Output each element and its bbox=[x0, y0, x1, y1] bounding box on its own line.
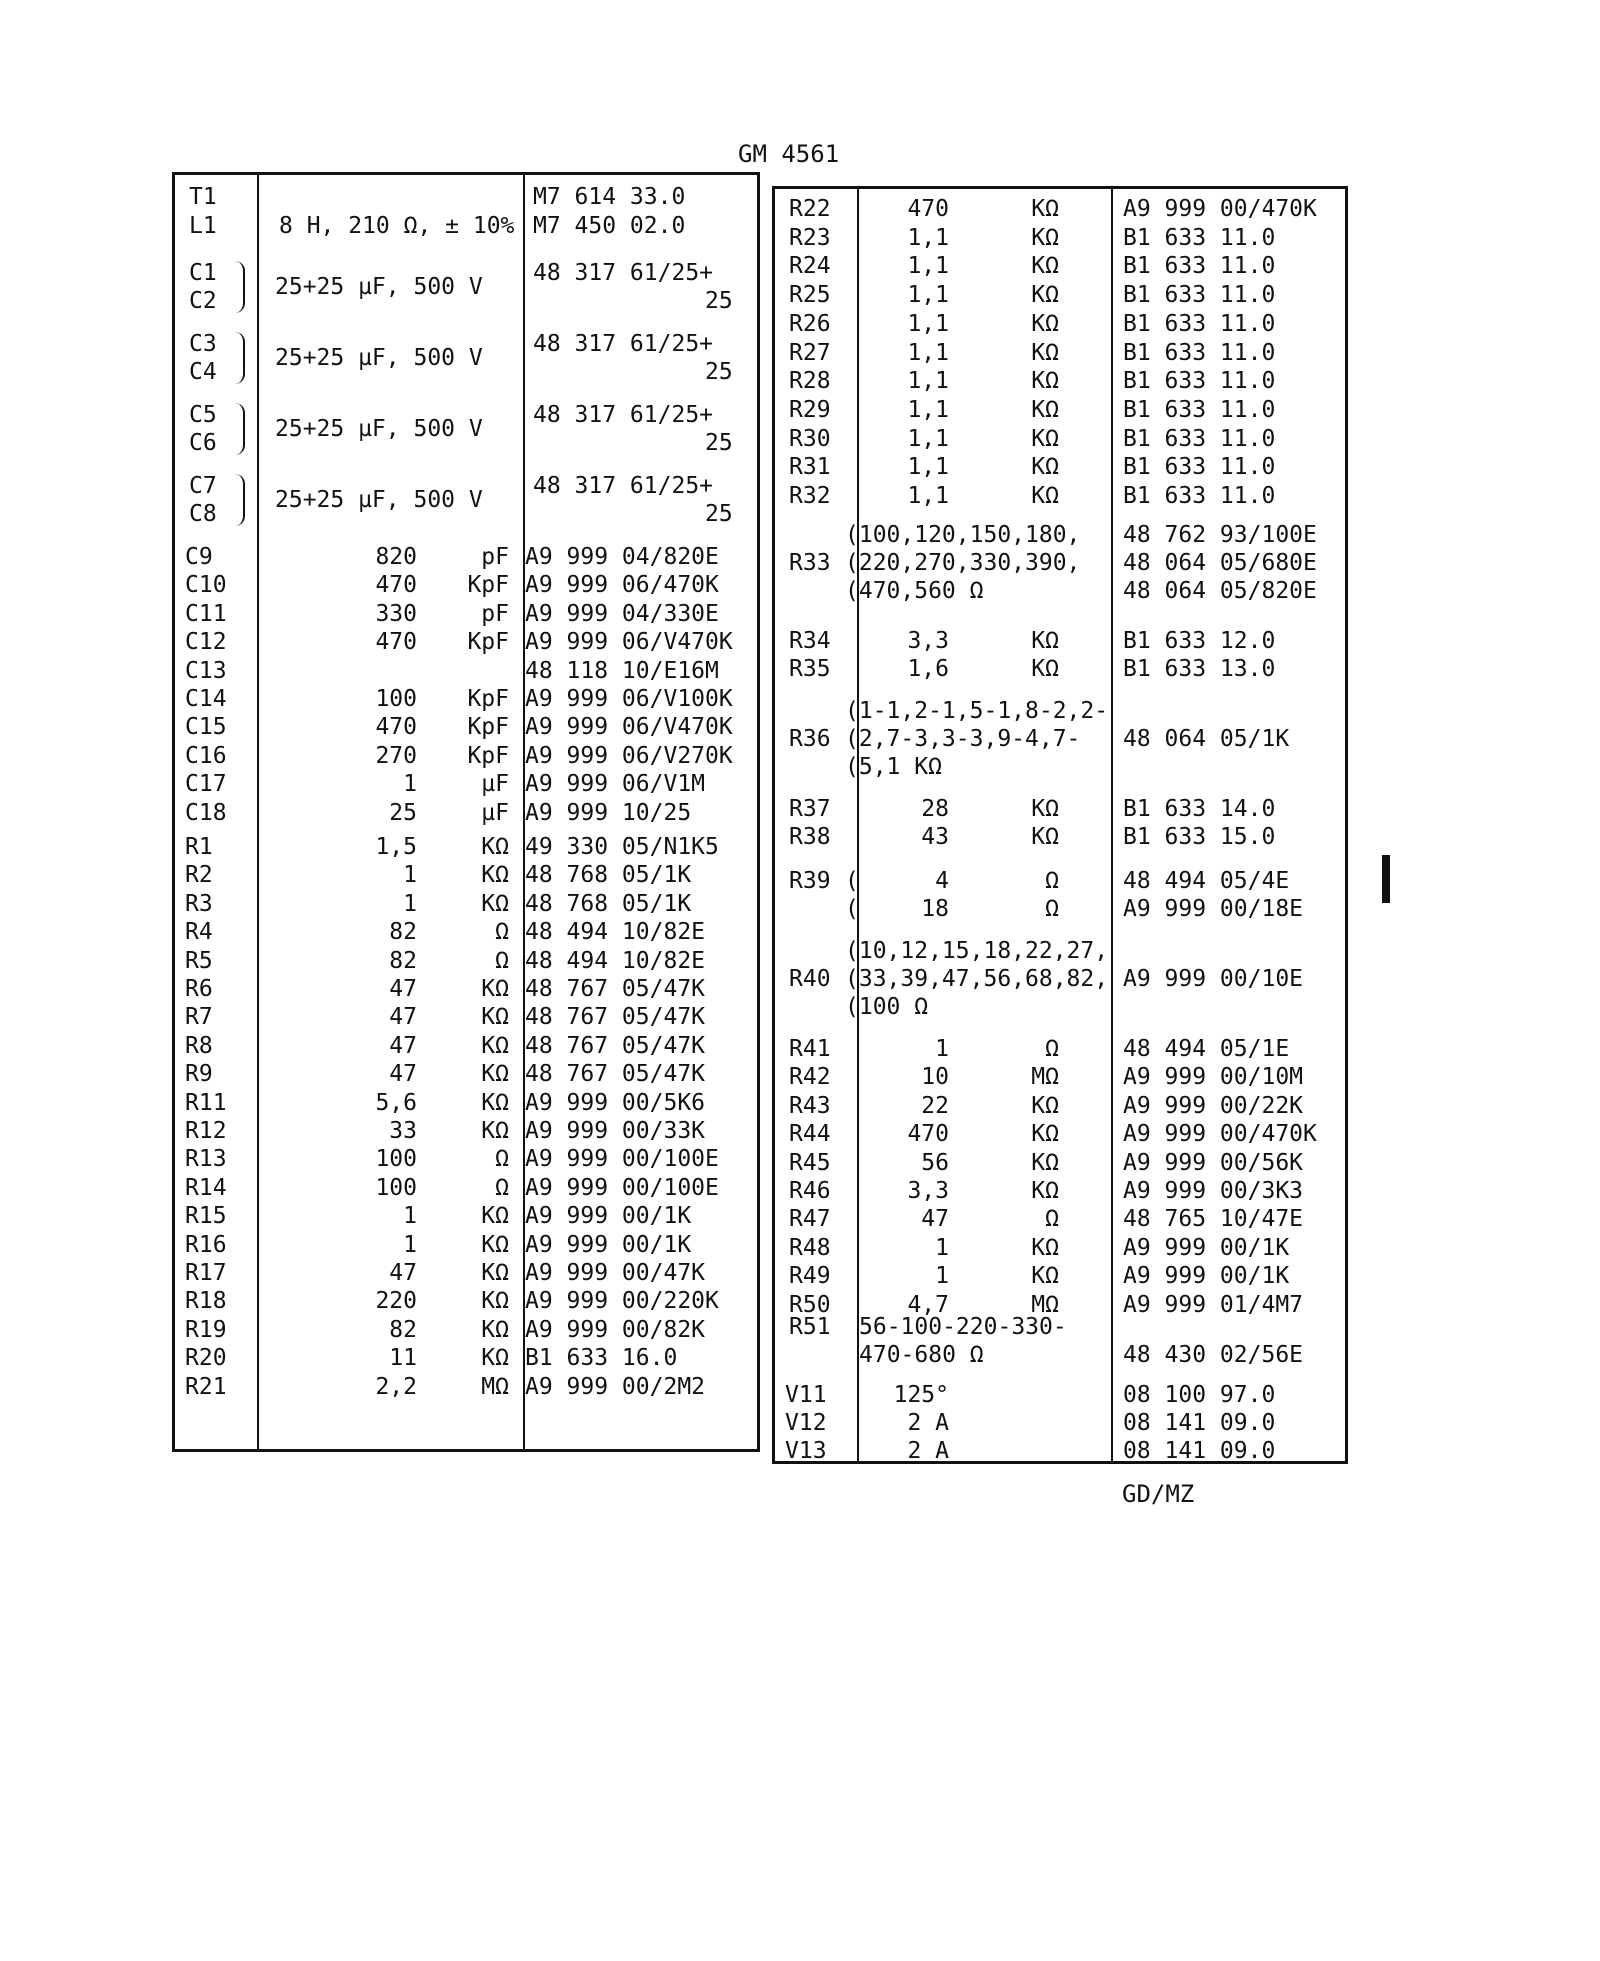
part-ref: R17 bbox=[185, 1260, 227, 1286]
part-ref: R32 bbox=[789, 483, 831, 509]
part-ref: R35 bbox=[789, 656, 831, 682]
part-ref: V13 bbox=[785, 1438, 827, 1464]
part-value: 1,5 bbox=[375, 834, 417, 860]
part-unit: Ω bbox=[1045, 868, 1059, 894]
part-code: 48 767 05/47K bbox=[525, 1032, 706, 1059]
part-unit: KΩ bbox=[1031, 339, 1059, 366]
part-ref: R24 bbox=[789, 253, 831, 280]
part-code: A9 999 00/2M2 bbox=[525, 1373, 706, 1400]
part-ref: R19 bbox=[185, 1316, 227, 1343]
part-code: B1 633 11.0 bbox=[1123, 282, 1276, 309]
part-unit: KΩ bbox=[1031, 282, 1059, 309]
part-ref: R4 bbox=[185, 919, 213, 946]
part-code: 48 064 05/680E bbox=[1123, 550, 1317, 576]
part-code: B1 633 11.0 bbox=[1123, 368, 1276, 395]
part-ref: R23 bbox=[789, 224, 831, 251]
part-value: 270 bbox=[375, 742, 417, 769]
part-code: 48 768 05/1K bbox=[525, 862, 692, 889]
part-value: 1 bbox=[403, 862, 417, 889]
part-ref: R6 bbox=[185, 976, 213, 1002]
part-value: 82 bbox=[389, 947, 417, 974]
part-unit: KΩ bbox=[481, 1004, 509, 1031]
left-parts-table bbox=[172, 172, 760, 1452]
part-value: 28 bbox=[921, 796, 949, 822]
part-ref: R45 bbox=[789, 1149, 831, 1176]
part-value: 1 bbox=[935, 1263, 949, 1290]
part-value: 56-100-220-330- bbox=[859, 1314, 1067, 1340]
part-code: A9 999 00/220K bbox=[525, 1288, 719, 1315]
part-value: 1,1 bbox=[907, 224, 949, 251]
part-ref: C6 bbox=[189, 430, 217, 456]
part-ref: C16 bbox=[185, 742, 227, 769]
part-unit: KΩ bbox=[1031, 1149, 1059, 1176]
part-value: 56 bbox=[921, 1149, 949, 1176]
part-unit: KΩ bbox=[1031, 1234, 1059, 1261]
part-code: A9 999 00/100E bbox=[525, 1146, 719, 1173]
part-unit: KΩ bbox=[1031, 824, 1059, 850]
document-footer: GD/MZ bbox=[1122, 1480, 1195, 1508]
brace-mark bbox=[235, 403, 245, 455]
part-unit: KΩ bbox=[1031, 196, 1059, 222]
part-value: 100 bbox=[375, 1174, 417, 1201]
part-ref: R16 bbox=[185, 1231, 227, 1258]
part-value: 1,1 bbox=[907, 339, 949, 366]
part-value: 47 bbox=[389, 1061, 417, 1088]
part-code: 25 bbox=[705, 288, 733, 314]
part-value: 1 bbox=[403, 1231, 417, 1258]
part-value: 125° bbox=[893, 1382, 949, 1408]
part-value: 11 bbox=[389, 1345, 417, 1372]
part-value: 8 H, 210 Ω, ± 10% bbox=[279, 213, 515, 239]
part-ref: C4 bbox=[189, 359, 217, 385]
part-ref: R34 bbox=[789, 628, 831, 654]
part-value: 1 bbox=[403, 890, 417, 917]
part-ref: T1 bbox=[189, 184, 217, 210]
right-col-divider-1 bbox=[857, 189, 859, 1461]
part-value: 3,3 bbox=[907, 628, 949, 654]
part-value: 43 bbox=[921, 824, 949, 850]
part-bracket: ( bbox=[845, 896, 859, 922]
part-value: (2,7-3,3-3,9-4,7- bbox=[845, 726, 1081, 752]
part-code: 48 064 05/1K bbox=[1123, 726, 1290, 752]
part-code: 49 330 05/N1K5 bbox=[525, 834, 719, 860]
part-value: 4 bbox=[935, 868, 949, 894]
part-value: 1 bbox=[403, 771, 417, 798]
part-unit: KΩ bbox=[1031, 454, 1059, 481]
part-value: 2,2 bbox=[375, 1373, 417, 1400]
part-unit: Ω bbox=[495, 919, 509, 946]
part-ref: R22 bbox=[789, 196, 831, 222]
part-value: 220 bbox=[375, 1288, 417, 1315]
part-code: 48 118 10/E16M bbox=[525, 657, 719, 684]
part-ref: R8 bbox=[185, 1032, 213, 1059]
part-ref: R40 bbox=[789, 966, 831, 992]
part-code: B1 633 11.0 bbox=[1123, 253, 1276, 280]
part-ref: R5 bbox=[185, 947, 213, 974]
part-unit: Ω bbox=[495, 1146, 509, 1173]
part-code: B1 633 11.0 bbox=[1123, 454, 1276, 481]
part-value: 47 bbox=[389, 1032, 417, 1059]
part-unit: KpF bbox=[467, 629, 509, 656]
part-code: 48 317 61/25+ bbox=[533, 260, 714, 286]
part-value: 470 bbox=[375, 714, 417, 741]
part-code: M7 614 33.0 bbox=[533, 184, 686, 210]
part-value: 470 bbox=[907, 1121, 949, 1148]
part-value: 1 bbox=[935, 1234, 949, 1261]
part-ref: C15 bbox=[185, 714, 227, 741]
part-unit: KpF bbox=[467, 742, 509, 769]
part-unit: KΩ bbox=[1031, 1121, 1059, 1148]
part-unit: KΩ bbox=[1031, 796, 1059, 822]
part-unit: Ω bbox=[1045, 1206, 1059, 1233]
part-ref: R39 bbox=[789, 868, 831, 894]
part-code: B1 633 13.0 bbox=[1123, 656, 1276, 682]
part-value: 47 bbox=[921, 1206, 949, 1233]
part-unit: KΩ bbox=[1031, 425, 1059, 452]
part-code: A9 999 06/V470K bbox=[525, 629, 733, 656]
part-value: (100,120,150,180, bbox=[845, 522, 1081, 548]
part-unit: µF bbox=[481, 771, 509, 798]
brace-mark bbox=[235, 332, 245, 384]
part-code: A9 999 06/V100K bbox=[525, 686, 733, 712]
right-col-divider-2 bbox=[1111, 189, 1113, 1461]
part-ref: R31 bbox=[789, 454, 831, 481]
part-value: 4,7 bbox=[907, 1291, 949, 1318]
part-code: B1 633 12.0 bbox=[1123, 628, 1276, 654]
part-value: 10 bbox=[921, 1064, 949, 1091]
part-unit: KΩ bbox=[481, 834, 509, 860]
part-code: 25 bbox=[705, 430, 733, 456]
part-code: 48 494 05/1E bbox=[1123, 1036, 1290, 1062]
part-value: 1,6 bbox=[907, 656, 949, 682]
part-ref: L1 bbox=[189, 213, 217, 239]
part-ref: R30 bbox=[789, 425, 831, 452]
part-unit: Ω bbox=[1045, 896, 1059, 922]
part-ref: R43 bbox=[789, 1092, 831, 1119]
part-code: B1 633 11.0 bbox=[1123, 483, 1276, 509]
part-unit: KΩ bbox=[481, 1231, 509, 1258]
part-code: A9 999 00/3K3 bbox=[1123, 1178, 1304, 1204]
part-code: 48 767 05/47K bbox=[525, 1004, 706, 1031]
part-code: A9 999 10/25 bbox=[525, 799, 692, 826]
part-unit: KΩ bbox=[1031, 253, 1059, 280]
part-value: 1,1 bbox=[907, 368, 949, 395]
part-value: 2 A bbox=[907, 1410, 949, 1436]
part-unit: Ω bbox=[495, 1174, 509, 1201]
part-value: (100 Ω bbox=[845, 994, 929, 1020]
document-header: GM 4561 bbox=[738, 140, 840, 168]
part-ref: R7 bbox=[185, 1004, 213, 1031]
part-unit: MΩ bbox=[1031, 1064, 1059, 1091]
part-code: A9 999 06/V270K bbox=[525, 742, 733, 769]
part-value: 1 bbox=[935, 1036, 949, 1062]
part-value: 1,1 bbox=[907, 253, 949, 280]
part-unit: KpF bbox=[467, 572, 509, 599]
part-code: 48 317 61/25+ bbox=[533, 331, 714, 357]
part-value: (220,270,330,390, bbox=[845, 550, 1081, 576]
part-code: A9 999 00/10M bbox=[1123, 1064, 1304, 1091]
part-code: A9 999 00/1K bbox=[1123, 1263, 1290, 1290]
part-ref: R13 bbox=[185, 1146, 227, 1173]
part-unit: KΩ bbox=[481, 1316, 509, 1343]
part-unit: KΩ bbox=[481, 1260, 509, 1286]
part-code: 48 767 05/47K bbox=[525, 976, 706, 1002]
part-unit: KΩ bbox=[481, 1032, 509, 1059]
part-ref: R46 bbox=[789, 1178, 831, 1204]
part-bracket: ( bbox=[845, 868, 859, 894]
part-unit: µF bbox=[481, 799, 509, 826]
part-code: 48 494 10/82E bbox=[525, 919, 706, 946]
part-ref: R50 bbox=[789, 1291, 831, 1318]
part-value: 3,3 bbox=[907, 1178, 949, 1204]
part-value: (1-1,2-1,5-1,8-2,2- bbox=[845, 698, 1109, 724]
part-code: A9 999 04/820E bbox=[525, 544, 719, 570]
part-value: 22 bbox=[921, 1092, 949, 1119]
part-ref: R2 bbox=[185, 862, 213, 889]
part-ref: C1 bbox=[189, 260, 217, 286]
part-value: 1,1 bbox=[907, 310, 949, 337]
part-value: 25+25 µF, 500 V bbox=[275, 274, 483, 300]
part-code: A9 999 00/10E bbox=[1123, 966, 1304, 992]
part-code: 08 141 09.0 bbox=[1123, 1410, 1276, 1436]
part-code: 25 bbox=[705, 501, 733, 527]
part-value: 470 bbox=[375, 572, 417, 599]
brace-mark bbox=[235, 474, 245, 526]
part-unit: MΩ bbox=[1031, 1291, 1059, 1318]
part-code: A9 999 06/V1M bbox=[525, 771, 706, 798]
part-unit: KΩ bbox=[1031, 310, 1059, 337]
part-ref: R51 bbox=[789, 1314, 831, 1340]
part-ref: R37 bbox=[789, 796, 831, 822]
part-value: (470,560 Ω bbox=[845, 578, 984, 604]
part-value: (33,39,47,56,68,82, bbox=[845, 966, 1109, 992]
part-ref: C3 bbox=[189, 331, 217, 357]
part-value: 330 bbox=[375, 600, 417, 627]
part-ref: C13 bbox=[185, 657, 227, 684]
part-code: B1 633 11.0 bbox=[1123, 396, 1276, 423]
part-ref: C10 bbox=[185, 572, 227, 599]
part-unit: KΩ bbox=[1031, 656, 1059, 682]
part-unit: KpF bbox=[467, 714, 509, 741]
part-ref: C18 bbox=[185, 799, 227, 826]
part-code: B1 633 11.0 bbox=[1123, 224, 1276, 251]
part-value: 1,1 bbox=[907, 483, 949, 509]
part-ref: R14 bbox=[185, 1174, 227, 1201]
part-code: 48 762 93/100E bbox=[1123, 522, 1317, 548]
part-code: A9 999 00/1K bbox=[1123, 1234, 1290, 1261]
part-value: 470 bbox=[907, 196, 949, 222]
part-code: A9 999 00/33K bbox=[525, 1118, 706, 1144]
part-unit: KΩ bbox=[1031, 1263, 1059, 1290]
part-ref: R26 bbox=[789, 310, 831, 337]
part-ref: V12 bbox=[785, 1410, 827, 1436]
part-unit: KΩ bbox=[1031, 1092, 1059, 1119]
left-col-divider-1 bbox=[257, 175, 259, 1449]
part-code: 08 100 97.0 bbox=[1123, 1382, 1276, 1408]
part-ref: R36 bbox=[789, 726, 831, 752]
part-ref: R12 bbox=[185, 1118, 227, 1144]
part-ref: C2 bbox=[189, 288, 217, 314]
part-unit: KΩ bbox=[1031, 628, 1059, 654]
part-unit: KΩ bbox=[1031, 1178, 1059, 1204]
part-ref: R15 bbox=[185, 1203, 227, 1230]
part-value: 47 bbox=[389, 976, 417, 1002]
part-unit: KΩ bbox=[481, 1061, 509, 1088]
part-code: B1 633 11.0 bbox=[1123, 310, 1276, 337]
part-code: A9 999 00/470K bbox=[1123, 1121, 1317, 1148]
part-value: 1,1 bbox=[907, 282, 949, 309]
brace-mark bbox=[235, 261, 245, 313]
part-unit: KΩ bbox=[481, 1089, 509, 1116]
part-unit: Ω bbox=[1045, 1036, 1059, 1062]
part-ref: C17 bbox=[185, 771, 227, 798]
part-ref: R29 bbox=[789, 396, 831, 423]
part-value: 100 bbox=[375, 1146, 417, 1173]
part-value: (5,1 KΩ bbox=[845, 754, 942, 780]
part-ref: R3 bbox=[185, 890, 213, 917]
part-ref: R21 bbox=[185, 1373, 227, 1400]
part-ref: R20 bbox=[185, 1345, 227, 1372]
part-code: B1 633 16.0 bbox=[525, 1345, 678, 1372]
part-value: 25+25 µF, 500 V bbox=[275, 487, 483, 513]
part-unit: pF bbox=[481, 544, 509, 570]
part-ref: R42 bbox=[789, 1064, 831, 1091]
part-code: B1 633 11.0 bbox=[1123, 425, 1276, 452]
part-ref: R18 bbox=[185, 1288, 227, 1315]
part-unit: Ω bbox=[495, 947, 509, 974]
part-code: A9 999 00/5K6 bbox=[525, 1089, 706, 1116]
part-value: 1,1 bbox=[907, 425, 949, 452]
part-value: 5,6 bbox=[375, 1089, 417, 1116]
part-unit: KΩ bbox=[1031, 483, 1059, 509]
part-code: A9 999 00/100E bbox=[525, 1174, 719, 1201]
part-ref: R44 bbox=[789, 1121, 831, 1148]
part-value: 47 bbox=[389, 1004, 417, 1031]
part-value: 33 bbox=[389, 1118, 417, 1144]
part-code: A9 999 06/V470K bbox=[525, 714, 733, 741]
part-code: 48 767 05/47K bbox=[525, 1061, 706, 1088]
part-code: 48 765 10/47E bbox=[1123, 1206, 1304, 1233]
part-ref: V11 bbox=[785, 1382, 827, 1408]
part-code: A9 999 00/82K bbox=[525, 1316, 706, 1343]
part-unit: KΩ bbox=[1031, 368, 1059, 395]
part-value: 25+25 µF, 500 V bbox=[275, 345, 483, 371]
part-code: 08 141 09.0 bbox=[1123, 1438, 1276, 1464]
part-value: 25+25 µF, 500 V bbox=[275, 416, 483, 442]
part-code: A9 999 00/470K bbox=[1123, 196, 1317, 222]
part-value: 1 bbox=[403, 1203, 417, 1230]
part-value: 2 A bbox=[907, 1438, 949, 1464]
part-ref: C14 bbox=[185, 686, 227, 712]
part-value: 100 bbox=[375, 686, 417, 712]
part-code: A9 999 04/330E bbox=[525, 600, 719, 627]
part-ref: C8 bbox=[189, 501, 217, 527]
part-unit: KΩ bbox=[481, 1203, 509, 1230]
part-code: A9 999 00/47K bbox=[525, 1260, 706, 1286]
margin-mark bbox=[1382, 855, 1390, 903]
part-ref: R41 bbox=[789, 1036, 831, 1062]
part-ref: R9 bbox=[185, 1061, 213, 1088]
part-ref: R33 bbox=[789, 550, 831, 576]
part-code: 48 317 61/25+ bbox=[533, 473, 714, 499]
part-code: 48 064 05/820E bbox=[1123, 578, 1317, 604]
part-code: A9 999 00/1K bbox=[525, 1203, 692, 1230]
part-value: 47 bbox=[389, 1260, 417, 1286]
part-value: 82 bbox=[389, 1316, 417, 1343]
part-ref: C11 bbox=[185, 600, 227, 627]
part-value: 1,1 bbox=[907, 454, 949, 481]
part-value: 82 bbox=[389, 919, 417, 946]
part-unit: KΩ bbox=[481, 862, 509, 889]
part-code: 48 317 61/25+ bbox=[533, 402, 714, 428]
part-ref: C12 bbox=[185, 629, 227, 656]
part-code: 48 494 10/82E bbox=[525, 947, 706, 974]
part-unit: KΩ bbox=[1031, 224, 1059, 251]
part-code: B1 633 15.0 bbox=[1123, 824, 1276, 850]
part-code: 48 430 02/56E bbox=[1123, 1342, 1304, 1368]
part-unit: pF bbox=[481, 600, 509, 627]
part-code: B1 633 14.0 bbox=[1123, 796, 1276, 822]
part-ref: R25 bbox=[789, 282, 831, 309]
part-ref: R27 bbox=[789, 339, 831, 366]
part-value: 18 bbox=[921, 896, 949, 922]
part-unit: KΩ bbox=[481, 1345, 509, 1372]
part-ref: R38 bbox=[789, 824, 831, 850]
part-value: (10,12,15,18,22,27, bbox=[845, 938, 1109, 964]
part-ref: R1 bbox=[185, 834, 213, 860]
part-value: 470-680 Ω bbox=[859, 1342, 984, 1368]
part-code: M7 450 02.0 bbox=[533, 213, 686, 239]
part-code: A9 999 00/1K bbox=[525, 1231, 692, 1258]
part-value: 820 bbox=[375, 544, 417, 570]
part-value: 1,1 bbox=[907, 396, 949, 423]
part-code: 48 768 05/1K bbox=[525, 890, 692, 917]
part-unit: KΩ bbox=[481, 976, 509, 1002]
right-parts-table bbox=[772, 186, 1348, 1464]
part-ref: C7 bbox=[189, 473, 217, 499]
part-unit: KΩ bbox=[481, 890, 509, 917]
part-code: B1 633 11.0 bbox=[1123, 339, 1276, 366]
part-unit: KΩ bbox=[1031, 396, 1059, 423]
part-code: 48 494 05/4E bbox=[1123, 868, 1290, 894]
part-ref: R11 bbox=[185, 1089, 227, 1116]
part-unit: KΩ bbox=[481, 1288, 509, 1315]
part-ref: C5 bbox=[189, 402, 217, 428]
part-ref: R49 bbox=[789, 1263, 831, 1290]
part-code: A9 999 01/4M7 bbox=[1123, 1291, 1304, 1318]
part-code: A9 999 06/470K bbox=[525, 572, 719, 599]
part-unit: KΩ bbox=[481, 1118, 509, 1144]
part-ref: C9 bbox=[185, 544, 213, 570]
part-code: A9 999 00/18E bbox=[1123, 896, 1304, 922]
part-ref: R48 bbox=[789, 1234, 831, 1261]
part-code: A9 999 00/56K bbox=[1123, 1149, 1304, 1176]
part-code: A9 999 00/22K bbox=[1123, 1092, 1304, 1119]
part-ref: R47 bbox=[789, 1206, 831, 1233]
part-unit: MΩ bbox=[481, 1373, 509, 1400]
part-code: 25 bbox=[705, 359, 733, 385]
part-value: 25 bbox=[389, 799, 417, 826]
part-value: 470 bbox=[375, 629, 417, 656]
part-unit: KpF bbox=[467, 686, 509, 712]
part-ref: R28 bbox=[789, 368, 831, 395]
